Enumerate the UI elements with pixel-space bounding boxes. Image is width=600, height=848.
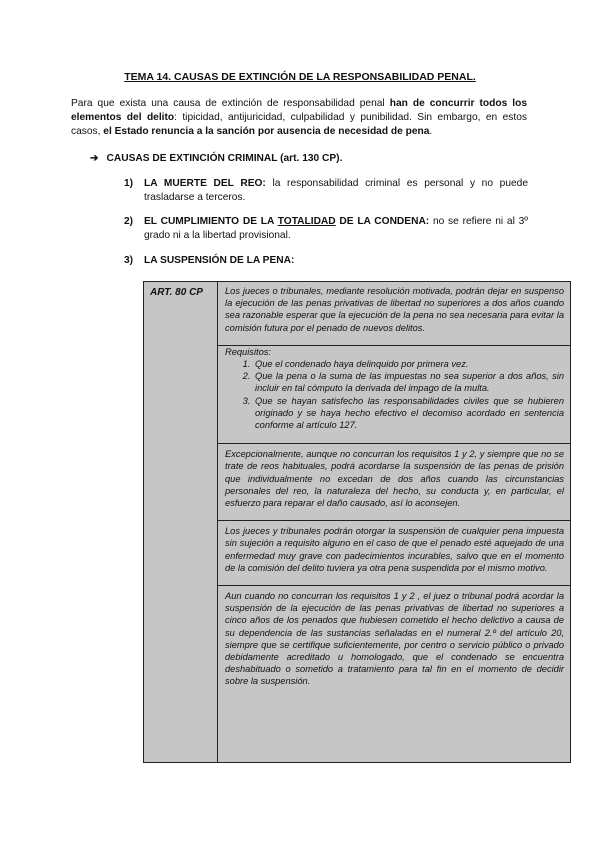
requirement-item: 1. Que el condenado haya delinquido por primera vez. — [253, 358, 564, 370]
article-paragraph: Los jueces y tribunales podrán otorgar la suspensión de cualquier pena impuesta sin sujeción a requisito alguno en el caso de que el penado esté aquejado de una enfermedad muy grave con padecimientos incurables, salvo que en el momento de la comisión del delito tuviera ya otra pena suspendida por el mismo motivo. — [225, 526, 564, 573]
article-paragraph: Los jueces o tribunales, mediante resolución motivada, podrán dejar en suspenso la ejecución de las penas privativas de libertad no superiores a dos años cuando sea razonable esperar que la ejecución de la pena no sea necesaria para evitar la comisión futura por el penado de nuevos delitos. — [225, 286, 564, 333]
requirements-list — [225, 358, 564, 431]
list-item-title-part: EL CUMPLIMIENTO DE LA — [144, 216, 278, 227]
article-paragraph: Excepcionalmente, aunque no concurran los requisitos 1 y 2, y siempre que no se trate de reos habituales, podrá acordarse la suspensión de las penas de prisión que individualmente no excedan de dos años cuando las circunstancias personales del reo, la naturaleza del hecho, su conducta y, en particular, el esfuerzo para reparar el daño causado, así lo aconsejen. — [225, 449, 564, 509]
intro-bold-2: el Estado renuncia a la sanción por ausencia de necesidad de pena — [103, 126, 430, 137]
list-item-text: no se refiere ni al 3º grado ni a la libertad provisional. — [144, 216, 528, 241]
article-table — [143, 281, 571, 763]
list-item-title: LA MUERTE DEL REO: — [144, 178, 266, 189]
arrow-icon: ➔ — [90, 153, 99, 164]
list-item — [124, 254, 528, 268]
list-item-number: 3) — [124, 255, 134, 266]
requirements-title: Requisitos: — [225, 346, 271, 357]
list-item-title — [144, 216, 429, 227]
section-heading — [90, 153, 342, 164]
article-paragraph: Aun cuando no concurran los requisitos 1 y 2 , el juez o tribunal podrá acordar la suspensión de la ejecución de las penas privativas de libertad no superiores a cinco años de los penados que hubiesen cometido el hecho delictivo a causa de su dependencia de las sustancias señaladas en el numeral 2.º del artículo 20, siempre que se certifique suficientemente, por centro o servicio público o privado debidamente acreditado u homologado, que el condenado se encuentra deshabituado o sometido a tratamiento para tal fin en el momento de decidir sobre la suspensión. — [225, 591, 564, 687]
intro-text-3: . — [429, 126, 433, 137]
section-heading-text: CAUSAS DE EXTINCIÓN CRIMINAL (art. 130 CP). — [106, 153, 343, 164]
intro-text-2: : tipicidad, antijuricidad, culpabilidad y punibilidad. Sin embargo, en estos casos, — [71, 112, 527, 137]
article-content — [218, 282, 570, 762]
list-item-number: 2) — [124, 216, 134, 227]
list-item-text: la responsabilidad criminal es personal y no puede trasladarse a terceros. — [144, 178, 528, 203]
intro-bold-1: han de concurrir todos los elementos del delito — [71, 98, 527, 123]
requirement-item: 2. Que la pena o la suma de las impuestas no sea superior a dos años, sin incluir en tal cómputo la derivada del impago de la multa. — [253, 370, 564, 394]
list-item-number: 1) — [124, 178, 134, 189]
intro-paragraph — [71, 97, 527, 139]
list-item-title-underlined: TOTALIDAD — [277, 216, 336, 227]
requirement-item: 3. Que se hayan satisfecho las responsabilidades civiles que se hubieren originado y se haya hecho efectivo el decomiso acordado en sentencia conforme al artículo 127. — [253, 395, 564, 432]
article-label: ART. 80 CP — [144, 282, 218, 762]
page-title: TEMA 14. CAUSAS DE EXTINCIÓN DE LA RESPONSABILIDAD PENAL. — [124, 71, 476, 83]
list-item — [124, 215, 528, 243]
list-item-title-part: DE LA CONDENA: — [335, 216, 430, 227]
list-item — [124, 177, 528, 205]
intro-text-1: Para que exista una causa de extinción de responsabilidad penal — [71, 98, 390, 109]
list-item-title: LA SUSPENSIÓN DE LA PENA: — [144, 255, 295, 266]
